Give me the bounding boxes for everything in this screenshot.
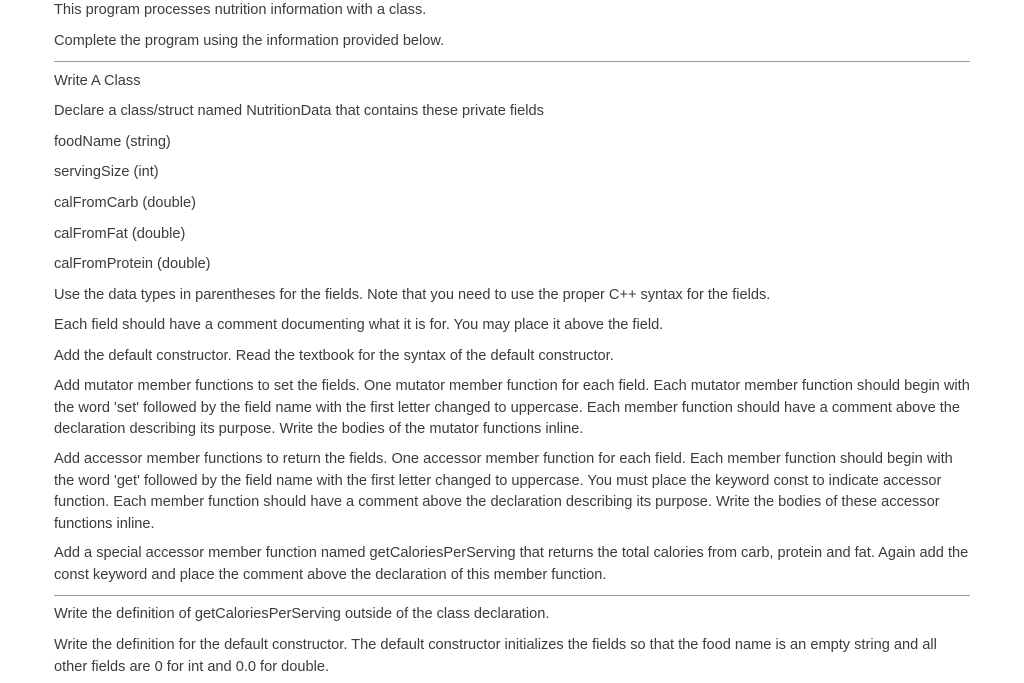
constructor-definition-paragraph: Write the definition for the default constructor. The default constructor initializes the fields so that the food name is an empty string and all other fields are 0 for int and 0.0 for double. (54, 637, 937, 675)
intro-line-1: This program processes nutrition information with a class. (54, 2, 427, 18)
data-types-paragraph: Use the data types in parentheses for the fields. Note that you need to use the proper C++ syntax for the fields. (54, 287, 771, 303)
field-comment-paragraph: Each field should have a comment documenting what it is for. You may place it above the field. (54, 317, 664, 333)
definition-paragraph: Write the definition of getCaloriesPerServing outside of the class declaration. (54, 606, 550, 622)
field-item: foodName (string) (54, 134, 171, 150)
intro-line-2: Complete the program using the information provided below. (54, 33, 445, 49)
field-item: calFromCarb (double) (54, 195, 196, 211)
field-item: calFromFat (double) (54, 226, 186, 242)
section-heading: Write A Class (54, 73, 141, 89)
declare-class-text: Declare a class/struct named NutritionData that contains these private fields (54, 103, 544, 119)
accessor-paragraph: Add accessor member functions to return the fields. One accessor member function for each field. Each member function should begin with the word 'get' followed by the field name with the first letter changed to uppercase. You must place the keyword const to indicate accessor function. Each member function should have a comment above the declaration describing its purpose. Write the bodies of these accessor functions inline. (54, 451, 953, 532)
default-constructor-paragraph: Add the default constructor. Read the textbook for the syntax of the default constructor. (54, 348, 614, 364)
mutator-paragraph: Add mutator member functions to set the fields. One mutator member function for each field. Each mutator member function should begin with the word 'set' followed by the field name with the first letter changed to uppercase. Each member function should have a comment above the declaration describing its purpose. Write the bodies of the mutator functions inline. (54, 378, 970, 437)
field-item: calFromProtein (double) (54, 256, 211, 272)
divider-1 (54, 61, 970, 62)
special-accessor-paragraph: Add a special accessor member function named getCaloriesPerServing that returns the total calories from carb, protein and fat. Again add the const keyword and place the comment above the declaration of this member function. (54, 545, 969, 583)
divider-2 (54, 595, 970, 596)
field-item: servingSize (int) (54, 164, 159, 180)
